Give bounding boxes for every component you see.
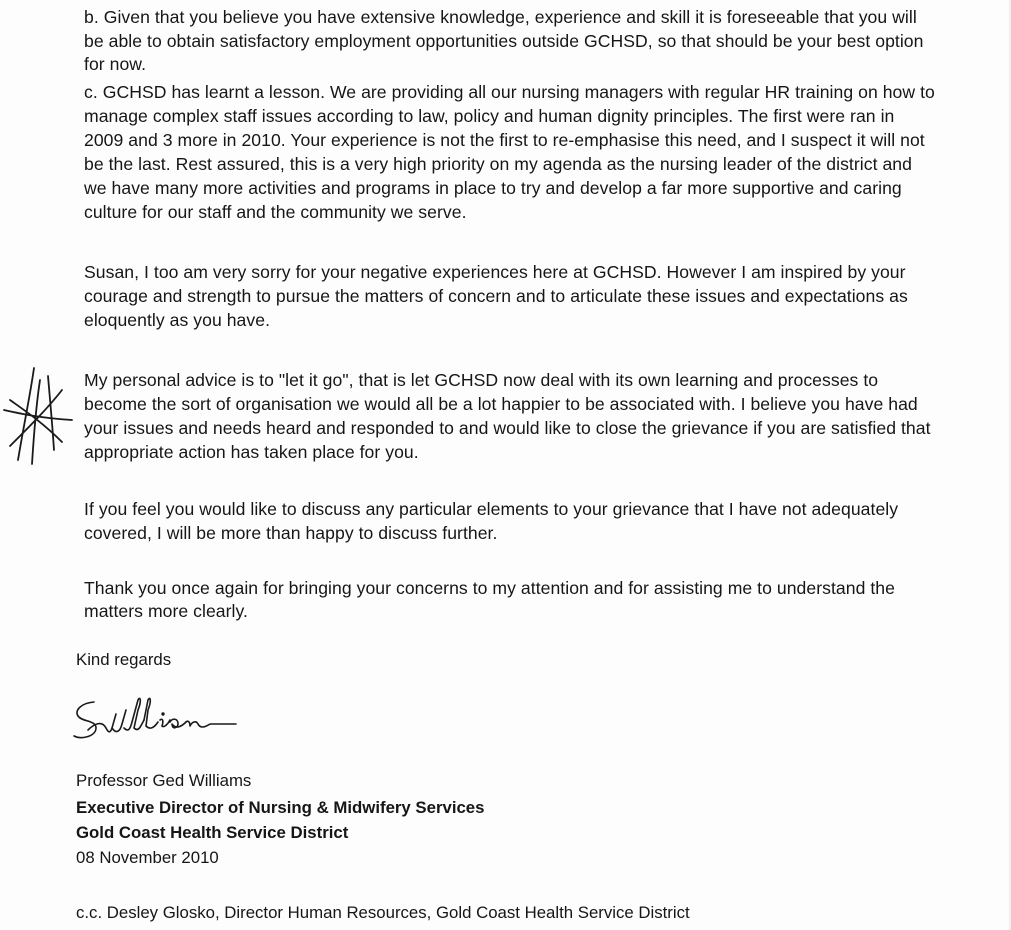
letter-date: 08 November 2010 bbox=[76, 848, 219, 867]
para-advice-line-1: My personal advice is to "let it go", that is let GCHSD now deal with its own learning and processes to bbox=[84, 370, 879, 390]
para-thanks-line-2: matters more clearly. bbox=[84, 601, 248, 621]
closing-salutation: Kind regards bbox=[76, 650, 172, 669]
para-c-line-6: culture for our staff and the community we serve. bbox=[84, 202, 467, 222]
para-b-line-1: b. Given that you believe you have extensive knowledge, experience and skill it is foreseeable that you will bbox=[84, 7, 917, 27]
signatory-title: Executive Director of Nursing & Midwifery Services bbox=[76, 798, 485, 817]
para-advice-line-2: become the sort of organisation we would all be a lot happier to be associated with. I believe you have had bbox=[84, 394, 918, 414]
para-c-line-2: manage complex staff issues according to law, policy and human dignity principles. The first were ran in bbox=[84, 106, 895, 126]
para-advice-line-4: appropriate action has taken place for you. bbox=[84, 442, 419, 462]
para-c-line-3: 2009 and 3 more in 2010. Your experience is not the first to re-emphasise this need, and I suspect it will not bbox=[84, 130, 925, 150]
para-sorry-line-2: courage and strength to pursue the matters of concern and to articulate these issues and expectations as bbox=[84, 286, 908, 306]
para-discuss-line-2: covered, I will be more than happy to discuss further. bbox=[84, 523, 498, 543]
para-thanks-line-1: Thank you once again for bringing your concerns to my attention and for assisting me to understand the bbox=[84, 578, 895, 598]
para-b-line-2: be able to obtain satisfactory employment opportunities outside GCHSD, so that should be your best option bbox=[84, 31, 924, 51]
handwritten-asterisk-icon bbox=[0, 360, 82, 470]
handwritten-signature-icon bbox=[68, 694, 258, 752]
para-sorry-line-3: eloquently as you have. bbox=[84, 310, 271, 330]
para-discuss-line-1: If you feel you would like to discuss any particular elements to your grievance that I have not adequately bbox=[84, 499, 899, 519]
para-c-line-4: be the last. Rest assured, this is a very high priority on my agenda as the nursing leader of the district and bbox=[84, 154, 912, 174]
signatory-organisation: Gold Coast Health Service District bbox=[76, 823, 349, 842]
signatory-name: Professor Ged Williams bbox=[76, 771, 252, 790]
para-c-line-1: c. GCHSD has learnt a lesson. We are providing all our nursing managers with regular HR training on how to bbox=[84, 82, 935, 102]
para-sorry-line-1: Susan, I too am very sorry for your negative experiences here at GCHSD. However I am inspired by your bbox=[84, 262, 906, 282]
para-advice-line-3: your issues and needs heard and responded to and would like to close the grievance if you are satisfied that bbox=[84, 418, 931, 438]
para-c-line-5: we have many more activities and programs in place to try and develop a far more supportive and caring bbox=[84, 178, 902, 198]
para-b-line-3: for now. bbox=[84, 54, 147, 74]
carbon-copy-line: c.c. Desley Glosko, Director Human Resources, Gold Coast Health Service District bbox=[76, 903, 690, 922]
